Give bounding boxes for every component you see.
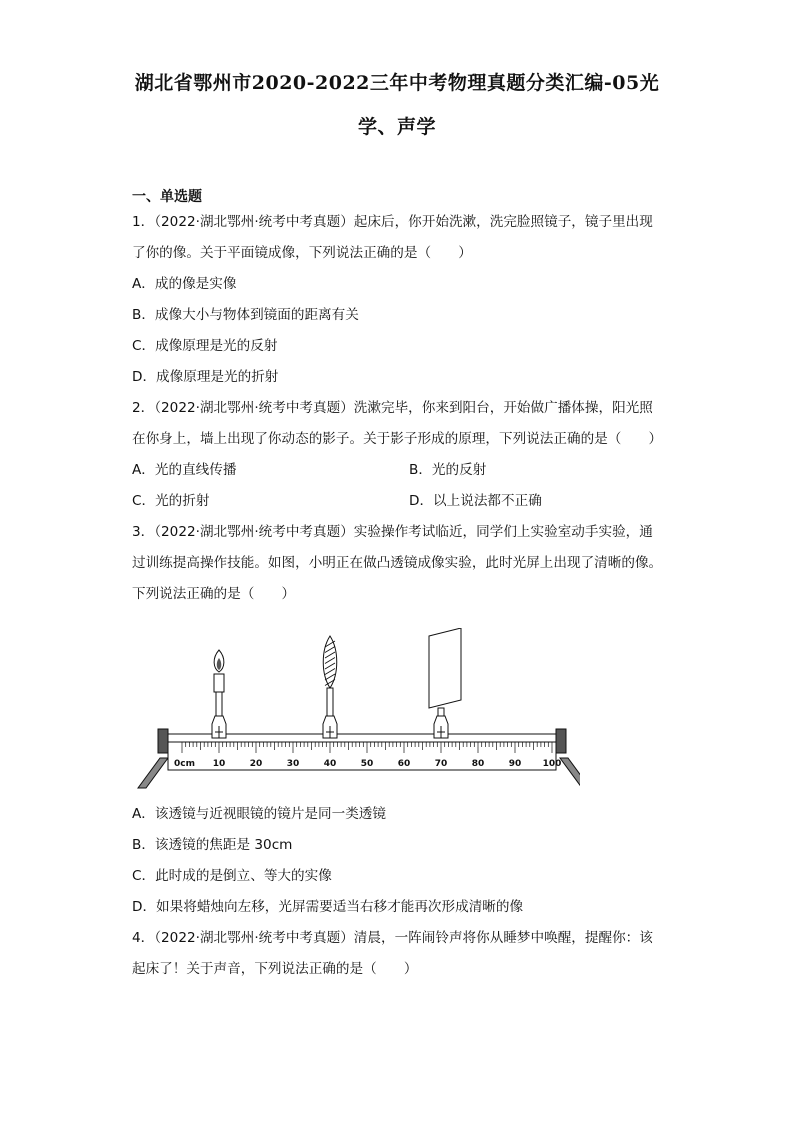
document-title-line2: 学、声学 bbox=[357, 116, 436, 138]
light-screen-icon bbox=[429, 628, 461, 708]
ruler-tick-label: 90 bbox=[508, 759, 522, 769]
ruler-tick-label: 30 bbox=[286, 759, 300, 769]
bench-left-leg bbox=[138, 758, 168, 788]
question-1-option-a[interactable]: A．成的像是实像 bbox=[132, 276, 237, 292]
question-3-text-line3: 下列说法正确的是（ ） bbox=[132, 586, 296, 602]
question-3-option-d[interactable]: D．如果将蜡烛向左移，光屏需要适当右移才能再次形成清晰的像 bbox=[132, 899, 524, 915]
question-1-text-line1: 1．（2022·湖北鄂州·统考中考真题）起床后，你开始洗漱，洗完脸照镜子，镜子里出现 bbox=[132, 214, 653, 230]
lens-holder-base bbox=[323, 716, 337, 738]
question-1-option-c[interactable]: C．成像原理是光的反射 bbox=[132, 338, 278, 354]
question-4-text-line1: 4．（2022·湖北鄂州·统考中考真题）清晨，一阵闹铃声将你从睡梦中唤醒，提醒你：该 bbox=[132, 930, 653, 946]
question-1-option-d[interactable]: D．成像原理是光的折射 bbox=[132, 369, 279, 385]
question-3-text-line2: 过训练提高操作技能。如图，小明正在做凸透镜成像实验，此时光屏上出现了清晰的像。 bbox=[132, 555, 663, 571]
screen-holder-base bbox=[434, 716, 448, 738]
candle-body bbox=[214, 674, 224, 692]
question-1-text-line2: 了你的像。关于平面镜成像，下列说法正确的是（ ） bbox=[132, 245, 472, 261]
question-3-option-b[interactable]: B．该透镜的焦距是 30cm bbox=[132, 837, 293, 853]
question-4-text-line2: 起床了！关于声音，下列说法正确的是（ ） bbox=[132, 961, 418, 977]
lens-holder-stem bbox=[327, 688, 333, 716]
ruler-tick-label: 60 bbox=[397, 759, 411, 769]
ruler-tick-label: 70 bbox=[434, 759, 448, 769]
bench-left-end bbox=[158, 729, 168, 753]
candle bbox=[212, 650, 226, 738]
question-3-text-line1: 3．（2022·湖北鄂州·统考中考真题）实验操作考试临近，同学们上实验室动手实验，通 bbox=[132, 524, 653, 540]
ruler-tick-label: 50 bbox=[360, 759, 374, 769]
ruler-tick-label: 0cm bbox=[174, 759, 195, 769]
ruler-tick-label: 100 bbox=[542, 759, 562, 769]
ruler-tick-label: 10 bbox=[212, 759, 226, 769]
convex-lens bbox=[323, 636, 337, 738]
section-heading: 一、单选题 bbox=[132, 189, 202, 205]
question-2-option-b[interactable]: B．光的反射 bbox=[409, 462, 487, 478]
question-3-option-a[interactable]: A．该透镜与近视眼镜的镜片是同一类透镜 bbox=[132, 806, 386, 822]
question-3-option-c[interactable]: C．此时成的是倒立、等大的实像 bbox=[132, 868, 332, 884]
question-2-option-a[interactable]: A．光的直线传播 bbox=[132, 462, 237, 478]
screen-holder-stem bbox=[438, 708, 444, 716]
question-2-text-line2: 在你身上，墙上出现了你动态的影子。关于影子形成的原理，下列说法正确的是（ ） bbox=[132, 431, 663, 447]
ruler-tick-label: 20 bbox=[249, 759, 263, 769]
question-2-option-c[interactable]: C．光的折射 bbox=[132, 493, 210, 509]
question-1-option-b[interactable]: B．成像大小与物体到镜面的距离有关 bbox=[132, 307, 359, 323]
candle-holder-stem bbox=[216, 692, 222, 716]
bench-right-end bbox=[556, 729, 566, 753]
bench-right-leg bbox=[560, 758, 580, 788]
optical-bench-figure bbox=[130, 628, 580, 798]
ruler-tick-label: 40 bbox=[323, 759, 337, 769]
candle-holder-base bbox=[212, 716, 226, 738]
question-2-option-d[interactable]: D．以上说法都不正确 bbox=[409, 493, 542, 509]
light-screen bbox=[429, 628, 461, 738]
ruler-tick-label: 80 bbox=[471, 759, 485, 769]
question-2-text-line1: 2．（2022·湖北鄂州·统考中考真题）洗漱完毕，你来到阳台，开始做广播体操，阳光照 bbox=[132, 400, 653, 416]
document-title-line1: 湖北省鄂州市2020-2022三年中考物理真题分类汇编-05光 bbox=[134, 72, 660, 94]
